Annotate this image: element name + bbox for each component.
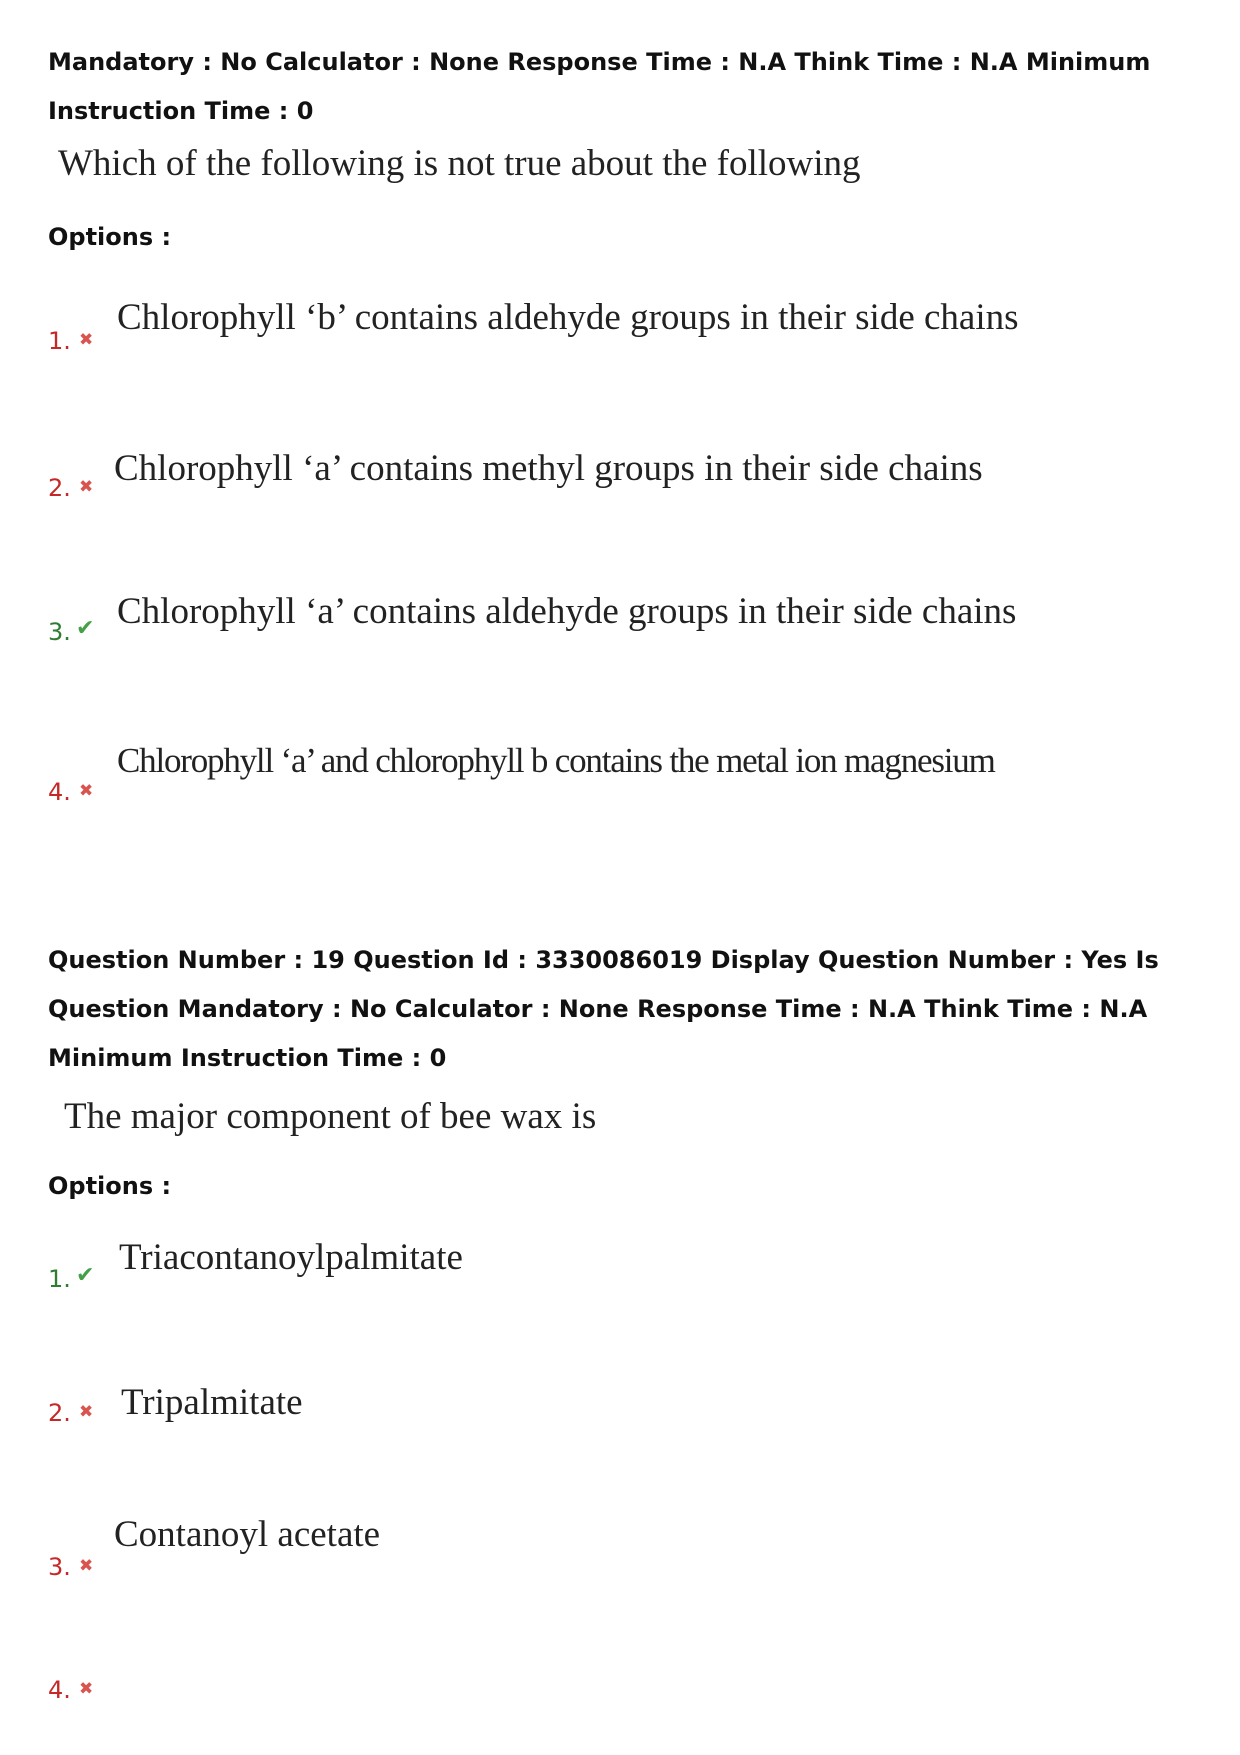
question-meta: Question Number : 19 Question Id : 3330086019 Display Question Number : Yes Is Question Mandatory : No Calculator : None Response Time : N.A Think Time : N.A Minimum Instruction Time : 0: [48, 946, 1159, 1072]
option-number: 2.: [48, 474, 71, 502]
option-text: Chlorophyll ‘a’ and chlorophyll b contains the metal ion magnesium: [117, 741, 995, 780]
cross-icon: ✖: [79, 1402, 94, 1422]
cross-icon: ✖: [79, 477, 94, 497]
option-number: 2.: [48, 1399, 71, 1427]
option-number: 4.: [48, 778, 71, 806]
cross-icon: ✖: [79, 1556, 94, 1576]
option-number: 1.: [48, 1265, 71, 1293]
cross-icon: ✖: [79, 330, 94, 350]
cross-icon: ✖: [79, 1679, 94, 1699]
option-number: 4.: [48, 1676, 71, 1704]
option-number: 3.: [48, 618, 71, 646]
option-text: Chlorophyll ‘b’ contains aldehyde groups in their side chains: [117, 297, 1019, 338]
question-meta: Mandatory : No Calculator : None Response Time : N.A Think Time : N.A Minimum Instruction Time : 0: [48, 48, 1151, 125]
cross-icon: ✖: [79, 781, 94, 801]
option-number: 1.: [48, 327, 71, 355]
option-text: Tripalmitate: [121, 1382, 303, 1423]
question-text: The major component of bee wax is: [64, 1096, 597, 1137]
option-text: Contanoyl acetate: [114, 1514, 381, 1555]
check-icon: ✔: [76, 616, 95, 641]
options-heading: Options :: [48, 223, 172, 251]
option-text: Chlorophyll ‘a’ contains methyl groups in their side chains: [114, 448, 983, 489]
option-text: Chlorophyll ‘a’ contains aldehyde groups in their side chains: [117, 591, 1017, 632]
check-icon: ✔: [76, 1263, 95, 1288]
question-text: Which of the following is not true about the following: [58, 143, 861, 184]
option-number: 3.: [48, 1553, 71, 1581]
options-heading: Options :: [48, 1172, 172, 1200]
option-text: Triacontanoylpalmitate: [119, 1237, 463, 1278]
